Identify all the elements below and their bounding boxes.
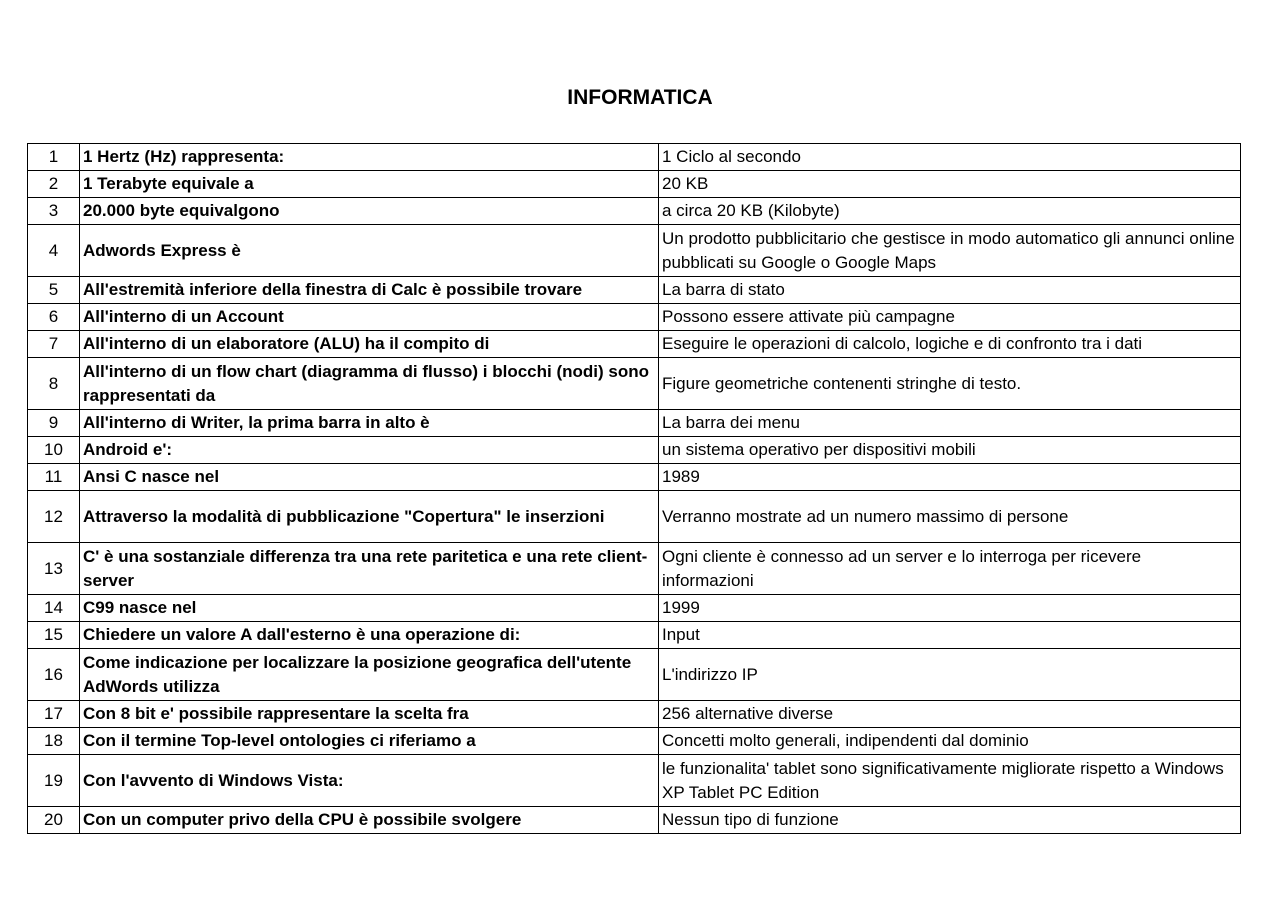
answer-cell: Ogni cliente è connesso ad un server e lo interroga per ricevere informazioni bbox=[659, 543, 1241, 595]
answer-cell: 256 alternative diverse bbox=[659, 701, 1241, 728]
answer-cell: a circa 20 KB (Kilobyte) bbox=[659, 198, 1241, 225]
question-cell: Come indicazione per localizzare la posizione geografica dell'utente AdWords utilizza bbox=[80, 649, 659, 701]
table-row bbox=[28, 649, 1241, 701]
row-number: 9 bbox=[28, 410, 80, 437]
question-cell: All'interno di un flow chart (diagramma di flusso) i blocchi (nodi) sono rappresentati da bbox=[80, 358, 659, 410]
table-row bbox=[28, 171, 1241, 198]
question-cell: All'interno di un elaboratore (ALU) ha il compito di bbox=[80, 331, 659, 358]
table-row bbox=[28, 595, 1241, 622]
row-number: 14 bbox=[28, 595, 80, 622]
table-row bbox=[28, 622, 1241, 649]
row-number: 6 bbox=[28, 304, 80, 331]
answer-cell: Concetti molto generali, indipendenti dal dominio bbox=[659, 728, 1241, 755]
row-number: 17 bbox=[28, 701, 80, 728]
row-number: 11 bbox=[28, 464, 80, 491]
table-row bbox=[28, 198, 1241, 225]
question-cell: C' è una sostanziale differenza tra una rete paritetica e una rete client-server bbox=[80, 543, 659, 595]
row-number: 1 bbox=[28, 144, 80, 171]
question-cell: Ansi C nasce nel bbox=[80, 464, 659, 491]
question-cell: 1 Terabyte equivale a bbox=[80, 171, 659, 198]
table-row bbox=[28, 701, 1241, 728]
row-number: 10 bbox=[28, 437, 80, 464]
table-row bbox=[28, 464, 1241, 491]
table-row bbox=[28, 304, 1241, 331]
table-row bbox=[28, 807, 1241, 834]
question-cell: 1 Hertz (Hz) rappresenta: bbox=[80, 144, 659, 171]
row-number: 13 bbox=[28, 543, 80, 595]
table-row bbox=[28, 543, 1241, 595]
row-number: 19 bbox=[28, 755, 80, 807]
question-cell: Con il termine Top-level ontologies ci riferiamo a bbox=[80, 728, 659, 755]
row-number: 3 bbox=[28, 198, 80, 225]
row-number: 16 bbox=[28, 649, 80, 701]
answer-cell: le funzionalita' tablet sono significativamente migliorate rispetto a Windows XP Tablet PC Edition bbox=[659, 755, 1241, 807]
question-cell: Con un computer privo della CPU è possibile svolgere bbox=[80, 807, 659, 834]
answer-cell: Possono essere attivate più campagne bbox=[659, 304, 1241, 331]
row-number: 20 bbox=[28, 807, 80, 834]
answer-cell: un sistema operativo per dispositivi mobili bbox=[659, 437, 1241, 464]
table-row bbox=[28, 225, 1241, 277]
question-cell: Attraverso la modalità di pubblicazione "Copertura" le inserzioni bbox=[80, 491, 659, 543]
answer-cell: Nessun tipo di funzione bbox=[659, 807, 1241, 834]
question-cell: 20.000 byte equivalgono bbox=[80, 198, 659, 225]
row-number: 18 bbox=[28, 728, 80, 755]
row-number: 8 bbox=[28, 358, 80, 410]
question-cell: C99 nasce nel bbox=[80, 595, 659, 622]
answer-cell: Verranno mostrate ad un numero massimo di persone bbox=[659, 491, 1241, 543]
question-cell: Android e': bbox=[80, 437, 659, 464]
answer-cell: 1989 bbox=[659, 464, 1241, 491]
answer-cell: 20 KB bbox=[659, 171, 1241, 198]
question-cell: Chiedere un valore A dall'esterno è una operazione di: bbox=[80, 622, 659, 649]
row-number: 5 bbox=[28, 277, 80, 304]
answer-cell: Un prodotto pubblicitario che gestisce in modo automatico gli annunci online pubblicati su Google o Google Maps bbox=[659, 225, 1241, 277]
answer-cell: Input bbox=[659, 622, 1241, 649]
table-row bbox=[28, 491, 1241, 543]
answer-cell: La barra di stato bbox=[659, 277, 1241, 304]
table-row bbox=[28, 437, 1241, 464]
answer-cell: Figure geometriche contenenti stringhe di testo. bbox=[659, 358, 1241, 410]
row-number: 15 bbox=[28, 622, 80, 649]
answer-cell: La barra dei menu bbox=[659, 410, 1241, 437]
answer-cell: Eseguire le operazioni di calcolo, logiche e di confronto tra i dati bbox=[659, 331, 1241, 358]
answer-cell: L'indirizzo IP bbox=[659, 649, 1241, 701]
document-title: INFORMATICA bbox=[567, 86, 713, 109]
row-number: 4 bbox=[28, 225, 80, 277]
quiz-table bbox=[27, 143, 1241, 834]
question-cell: All'estremità inferiore della finestra di Calc è possibile trovare bbox=[80, 277, 659, 304]
table-row bbox=[28, 755, 1241, 807]
table-row bbox=[28, 331, 1241, 358]
table-row bbox=[28, 728, 1241, 755]
table-row bbox=[28, 358, 1241, 410]
question-cell: Con l'avvento di Windows Vista: bbox=[80, 755, 659, 807]
question-cell: Adwords Express è bbox=[80, 225, 659, 277]
question-cell: All'interno di Writer, la prima barra in alto è bbox=[80, 410, 659, 437]
question-cell: All'interno di un Account bbox=[80, 304, 659, 331]
row-number: 7 bbox=[28, 331, 80, 358]
quiz-table-body bbox=[28, 144, 1241, 834]
table-row bbox=[28, 410, 1241, 437]
row-number: 2 bbox=[28, 171, 80, 198]
answer-cell: 1 Ciclo al secondo bbox=[659, 144, 1241, 171]
table-row bbox=[28, 144, 1241, 171]
question-cell: Con 8 bit e' possibile rappresentare la scelta fra bbox=[80, 701, 659, 728]
answer-cell: 1999 bbox=[659, 595, 1241, 622]
row-number: 12 bbox=[28, 491, 80, 543]
table-row bbox=[28, 277, 1241, 304]
